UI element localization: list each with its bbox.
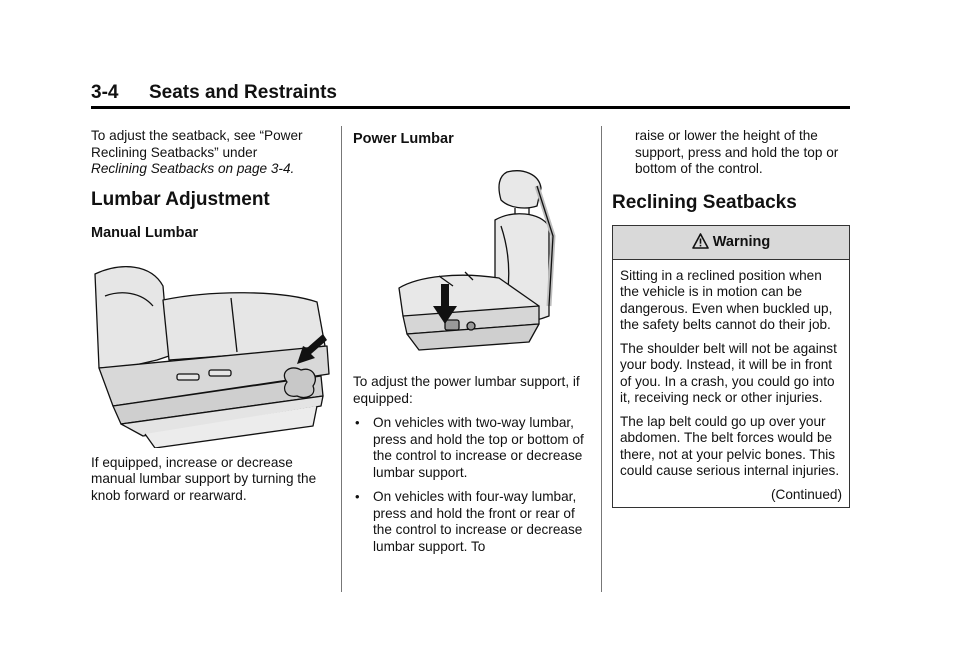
- page-header: [91, 80, 850, 109]
- warning-triangle-icon: [692, 233, 709, 249]
- warning-paragraph: The shoulder belt will not be against your body. Instead, it will be in front of you. In a crash, you could go into it, receiving neck or other injuries.: [620, 340, 837, 405]
- bullet-item: [353, 489, 593, 555]
- continued-bullet-text: raise or lower the height of the support, press and hold the top or bottom of the control.: [635, 128, 839, 176]
- heading-manual-lumbar: Manual Lumbar: [91, 224, 199, 241]
- section-title: Seats and Restraints: [149, 82, 337, 103]
- warning-paragraph: The lap belt could go up over your abdomen. The belt forces would be there, not at your pelvic bones. This could cause serious internal injuries.: [620, 413, 840, 478]
- column-right: [612, 128, 852, 508]
- manual-lumbar-seat-illustration: [91, 256, 331, 448]
- manual-lumbar-text: If equipped, increase or decrease manual lumbar support by turning the knob forward or rearward.: [91, 454, 317, 503]
- bullet-item: [353, 415, 593, 481]
- column-divider: [601, 126, 602, 592]
- heading-lumbar-adjustment: Lumbar Adjustment: [91, 188, 270, 210]
- bullet-text: On vehicles with four-way lumbar, press and hold the front or rear of the control to increase or decrease lumbar support. To: [373, 489, 583, 554]
- warning-header: [613, 226, 849, 260]
- intro-crossref-link[interactable]: Reclining Seatbacks on page 3-4.: [91, 161, 295, 176]
- heading-power-lumbar: Power Lumbar: [353, 131, 454, 147]
- warning-paragraph: Sitting in a reclined position when the vehicle is in motion can be dangerous. Even when buckled up, the safety belts cannot do their job.: [620, 267, 833, 332]
- warning-title: Warning: [712, 233, 771, 250]
- power-lumbar-seat-illustration: [389, 166, 589, 356]
- column-middle: [353, 128, 593, 555]
- bullet-icon: •: [355, 415, 360, 430]
- warning-box: [612, 225, 850, 509]
- continued-label: (Continued): [770, 486, 842, 502]
- heading-reclining-seatbacks: Reclining Seatbacks: [612, 191, 797, 213]
- page-number: 3-4: [91, 82, 119, 103]
- intro-paragraph: [91, 128, 331, 178]
- column-divider: [341, 126, 342, 592]
- power-lumbar-intro: To adjust the power lumbar support, if equipped:: [353, 374, 580, 406]
- bullet-text: On vehicles with two-way lumbar, press and hold the top or bottom of the control to increase or decrease lumbar support.: [373, 415, 584, 480]
- warning-body: [613, 260, 849, 508]
- intro-text: To adjust the seatback, see “Power Reclining Seatbacks” under: [91, 128, 303, 160]
- column-left: [91, 128, 331, 504]
- bullet-icon: •: [355, 489, 360, 504]
